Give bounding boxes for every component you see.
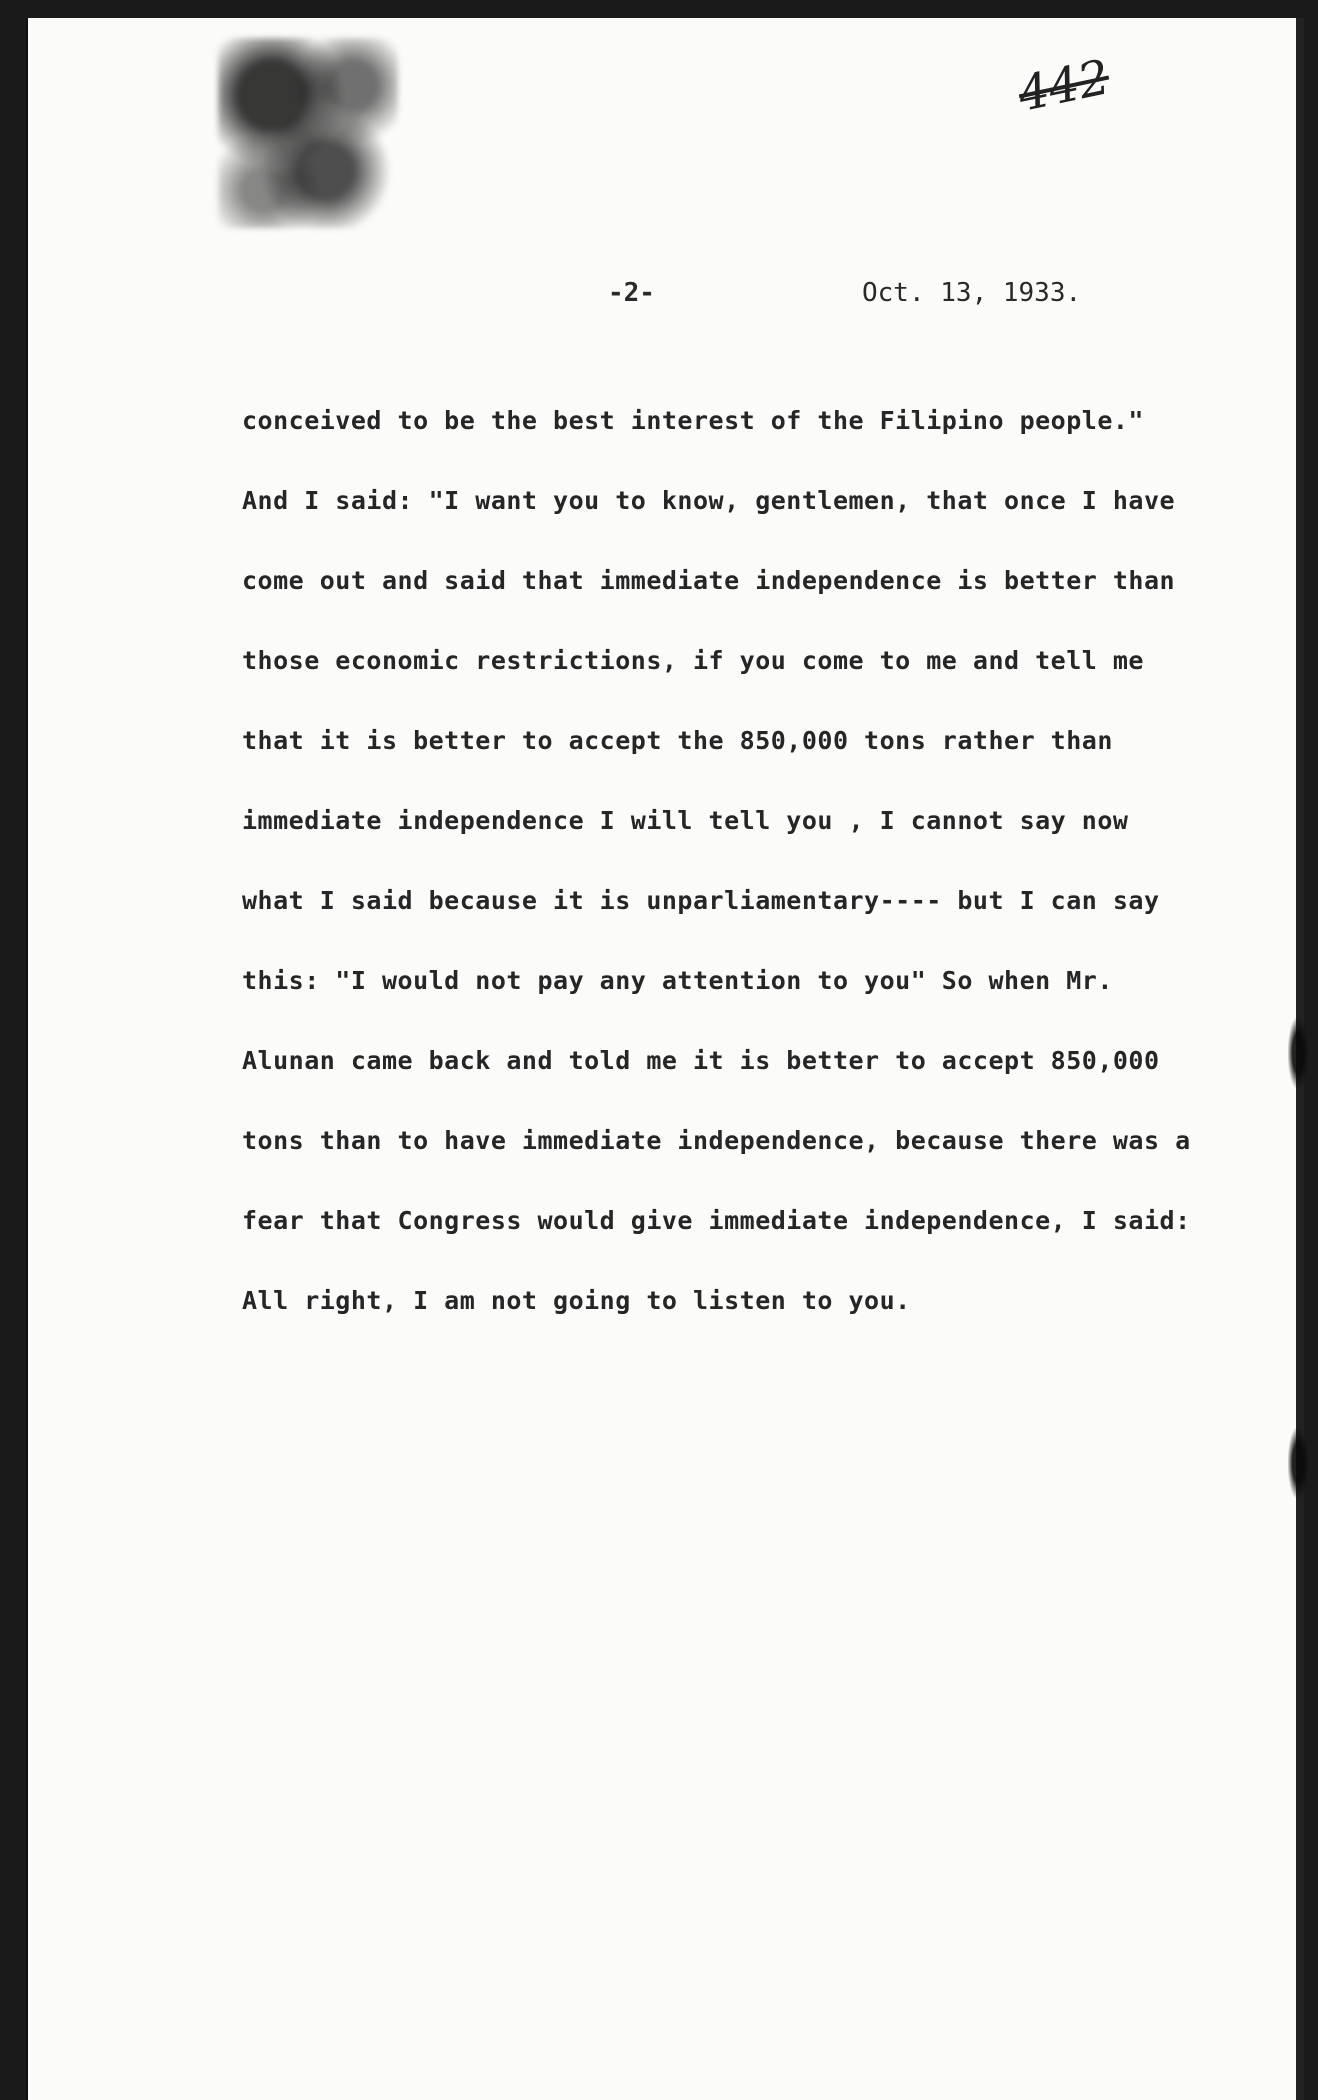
text-line: Alunan came back and told me it is better to accept 850,000 [242,1046,1160,1075]
typewritten-body [242,401,1242,1361]
text-line: this: "I would not pay any attention to you" So when Mr. [242,966,1113,995]
text-line: those economic restrictions, if you come to me and tell me [242,646,1144,675]
document-date: Oct. 13, 1933. [862,278,1082,308]
ink-stain [218,38,398,228]
text-line: come out and said that immediate independence is better than [242,566,1176,595]
edge-smudge [1288,1428,1308,1498]
text-line: conceived to be the best interest of the Filipino people." [242,406,1144,435]
text-line: fear that Congress would give immediate independence, I said: [242,1206,1191,1235]
edge-smudge [1288,1018,1308,1088]
document-page [26,18,1304,2100]
handwritten-folio-mark: 442 [1013,49,1115,123]
text-line: All right, I am not going to listen to you. [242,1286,911,1315]
text-line: immediate independence I will tell you , I cannot say now [242,806,1129,835]
text-line: what I said because it is unparliamentary---- but I can say [242,886,1160,915]
page-number: -2- [608,278,655,308]
text-line: that it is better to accept the 850,000 tons rather than [242,726,1113,755]
text-line: And I said: "I want you to know, gentlemen, that once I have [242,486,1176,515]
text-line: tons than to have immediate independence, because there was a [242,1126,1191,1155]
